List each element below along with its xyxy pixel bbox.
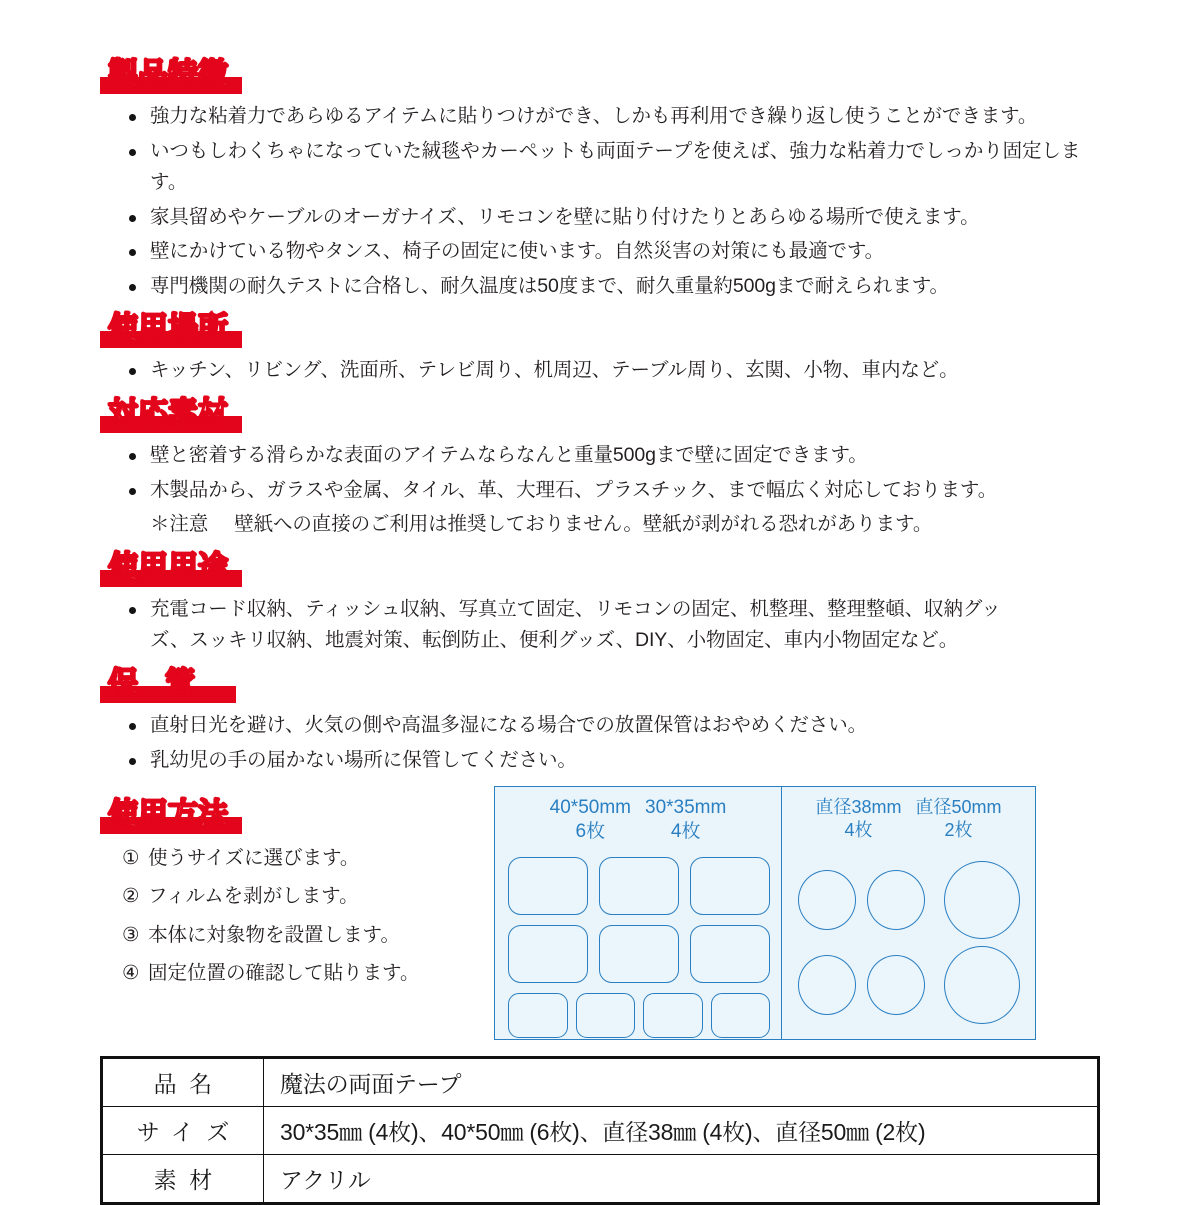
materials-list [100, 440, 1100, 506]
step-number: ① [122, 847, 140, 870]
table-row [102, 1155, 1099, 1204]
sticker-circle-50 [944, 861, 1020, 939]
step-number: ③ [122, 923, 140, 946]
squares-grid [508, 857, 770, 1038]
heading-text: 製品特徴 [108, 58, 228, 91]
circles-labels [782, 787, 1035, 841]
heading-text: 使用方法 [108, 798, 228, 832]
list-item: 壁にかけている物やタンス、椅子の固定に使います。自然災害の対策にも最適です。 [124, 236, 1100, 268]
list-item: 直射日光を避け、火気の側や高温多湿になる場合での放置保管はおやめください。 [124, 710, 1100, 742]
howto-left [100, 800, 500, 997]
label-count: 2枚 [944, 819, 973, 840]
section-features [100, 60, 1100, 302]
label-size: 30*35mm [645, 797, 727, 819]
section-heading-places [100, 314, 242, 348]
sticker-square-small [643, 993, 703, 1038]
sticker-square-large [508, 925, 588, 983]
heading-text: 対応素材 [108, 397, 228, 431]
label-30x35 [645, 796, 726, 844]
squares-row-3 [508, 993, 770, 1038]
squares-labels [495, 787, 781, 844]
spec-value: 魔法の両面テープ [264, 1058, 1099, 1107]
section-materials [100, 399, 1100, 541]
spec-table [100, 1056, 1100, 1205]
squares-row-1 [508, 857, 770, 915]
label-size: 40*50mm [549, 797, 631, 819]
list-item: 強力な粘着力であらゆるアイテムに貼りつけができ、しかも再利用でき繰り返し使うことができます。 [124, 101, 1100, 133]
list-item: 木製品から、ガラスや金属、タイル、革、大理石、プラスチック、まで幅広く対応しております。 [124, 475, 1100, 507]
section-uses [100, 550, 1100, 657]
table-row [102, 1058, 1099, 1107]
features-list [100, 101, 1100, 302]
table-row [102, 1107, 1099, 1155]
step-text: 使うサイズに選びます。 [148, 847, 360, 870]
label-d50 [916, 796, 1002, 841]
squares-panel [494, 786, 782, 1040]
heading-text: 保管 [108, 666, 222, 700]
step-text: 本体に対象物を設置します。 [148, 923, 400, 946]
list-item: 家具留めやケーブルのオーガナイズ、リモコンを壁に貼り付けたりとあらゆる場所で使えます。 [124, 202, 1100, 234]
section-howto [100, 792, 1100, 1044]
sticker-square-large [599, 925, 679, 983]
sticker-circle-38 [798, 870, 856, 930]
step-item [122, 844, 500, 873]
sticker-circle-38 [867, 870, 925, 930]
section-heading-storage [100, 666, 236, 703]
step-number: ② [122, 885, 140, 908]
squares-row-2 [508, 925, 770, 983]
sticker-circle-38 [867, 955, 925, 1015]
sticker-circle-38 [798, 955, 856, 1015]
spec-key: 素材 [102, 1155, 264, 1204]
step-number: ④ [122, 961, 140, 984]
list-item: 専門機関の耐久テストに合格し、耐久温度は50度まで、耐久重量約500gまで耐えられます。 [124, 271, 1100, 303]
label-count: 4枚 [844, 819, 873, 840]
heading-text: 使用場所 [108, 312, 228, 346]
step-text: フィルムを剥がします。 [148, 885, 359, 908]
step-item [122, 921, 500, 950]
section-heading-materials [100, 399, 242, 433]
section-storage [100, 666, 1100, 776]
spec-key: サイズ [102, 1107, 264, 1155]
product-contents-diagram [494, 786, 1036, 1040]
label-40x50 [550, 796, 631, 844]
storage-list [100, 710, 1100, 776]
uses-list [100, 594, 1100, 657]
circles-row-2 [798, 946, 1020, 1024]
section-places [100, 314, 1100, 387]
places-list [100, 355, 1100, 387]
note-text: 壁紙への直接のご利用は推奨しておりません。壁紙が剥がれる恐れがあります。 [234, 513, 933, 536]
sticker-square-small [508, 993, 568, 1038]
list-item: いつもしわくちゃになっていた絨毯やカーペットも両面テープを使えば、強力な粘着力でしっかり固定します。 [124, 136, 1100, 199]
howto-steps [100, 844, 500, 988]
list-item: 壁と密着する滑らかな表面のアイテムならなんと重量500gまで壁に固定できます。 [124, 440, 1100, 472]
step-item [122, 959, 500, 988]
step-item [122, 882, 500, 911]
spec-value: アクリル [264, 1155, 1099, 1204]
sticker-circle-50 [944, 946, 1020, 1024]
list-item: 乳幼児の手の届かない場所に保管してください。 [124, 745, 1100, 777]
note-label: ＊注意 [150, 513, 209, 536]
step-text: 固定位置の確認して貼ります。 [148, 961, 420, 984]
label-d38 [815, 796, 901, 841]
label-count: 4枚 [670, 820, 701, 842]
list-item: 充電コード収納、ティッシュ収納、写真立て固定、リモコンの固定、机整理、整理整頓、収納グッズ、スッキリ収納、地震対策、転倒防止、便利グッズ、DIY、小物固定、車内小物固定など。 [124, 594, 1030, 657]
label-size: 直径50mm [915, 797, 1002, 818]
spec-key: 品名 [102, 1058, 264, 1107]
sticker-square-large [690, 857, 770, 915]
materials-note [100, 509, 1100, 541]
section-heading-howto [100, 800, 242, 834]
list-item: キッチン、リビング、洗面所、テレビ周り、机周辺、テーブル周り、玄関、小物、車内など。 [124, 355, 1100, 387]
sticker-square-large [508, 857, 588, 915]
sticker-square-small [711, 993, 771, 1038]
circles-panel [782, 786, 1036, 1040]
label-size: 直径38mm [815, 797, 902, 818]
heading-text: 使用用途 [108, 550, 228, 584]
section-heading-features [100, 60, 242, 94]
sticker-square-large [690, 925, 770, 983]
circles-grid [798, 861, 1020, 1024]
spec-value: 30*35㎜ (4枚)、40*50㎜ (6枚)、直径38㎜ (4枚)、直径50㎜ (2枚) [264, 1107, 1099, 1155]
sticker-square-large [599, 857, 679, 915]
label-count: 6枚 [575, 820, 606, 842]
circles-row-1 [798, 861, 1020, 939]
sticker-square-small [576, 993, 636, 1038]
section-heading-uses [100, 550, 242, 587]
